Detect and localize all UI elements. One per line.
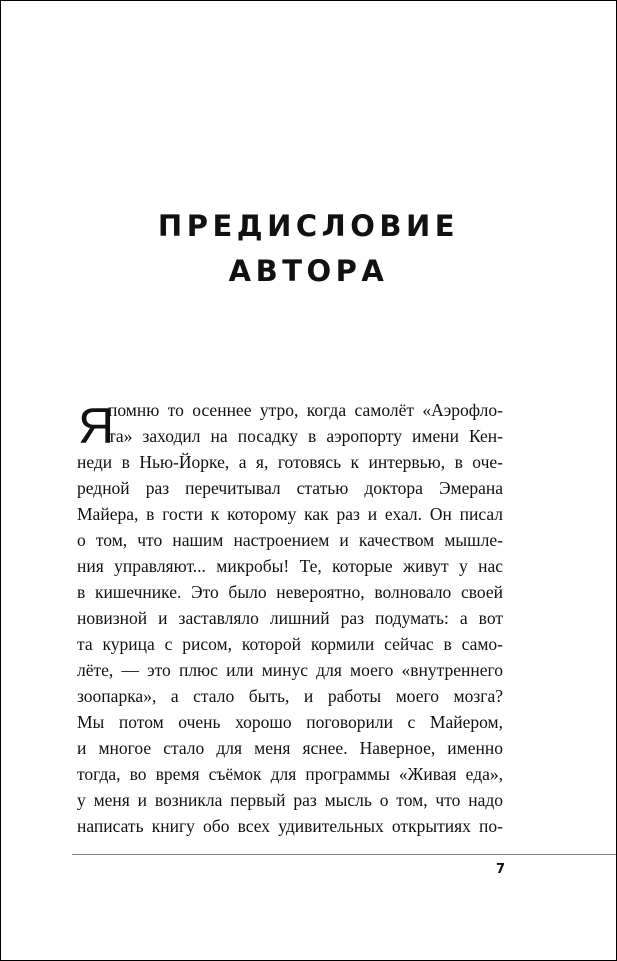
footer-divider	[72, 854, 617, 855]
text-line: у меня и возникла первый раз мысль о том, что надо	[77, 790, 503, 810]
page-number: 7	[495, 862, 505, 877]
text-line: Мы потом очень хорошо поговорили с Майером,	[77, 712, 503, 732]
chapter-title-line-1: ПРЕДИСЛОВИЕ	[157, 209, 460, 243]
text-line: редной раз перечитывал статью доктора Эмерана	[77, 478, 503, 498]
text-line: зоопарка», а стало быть, и работы моего мозга?	[77, 686, 503, 706]
text-line: та» заходил на посадку в аэропорту имени Кен-	[108, 426, 503, 446]
text-line: та курица с рисом, которой кормили сейчас в само-	[77, 634, 503, 654]
text-line: и многое стало для меня яснее. Наверное, именно	[77, 738, 503, 758]
text-line: новизной и заставляло лишний раз подумать: а вот	[77, 608, 503, 628]
text-line: ния управляют... микробы! Те, которые живут у нас	[77, 556, 503, 576]
text-line: о том, что нашим настроением и качеством мышле-	[77, 530, 503, 550]
text-line: тогда, во время съёмок для программы «Живая еда»,	[77, 764, 503, 784]
text-line: Майера, в гости к которому как раз и ехал. Он писал	[77, 504, 503, 524]
body-paragraph	[77, 397, 503, 837]
text-line: помню то осеннее утро, когда самолёт «Аэрофло-	[108, 400, 503, 420]
chapter-title-line-2: АВТОРА	[228, 254, 389, 288]
text-line: лёте, — это плюс или минус для моего «внутреннего	[77, 660, 503, 680]
drop-cap: Я	[78, 398, 115, 454]
text-line: в кишечнике. Это было невероятно, волновало своей	[77, 582, 503, 602]
text-line: написать книгу обо всех удивительных открытиях по-	[77, 816, 503, 836]
text-line: неди в Нью-Йорке, а я, готовясь к интервью, в оче-	[77, 452, 503, 472]
